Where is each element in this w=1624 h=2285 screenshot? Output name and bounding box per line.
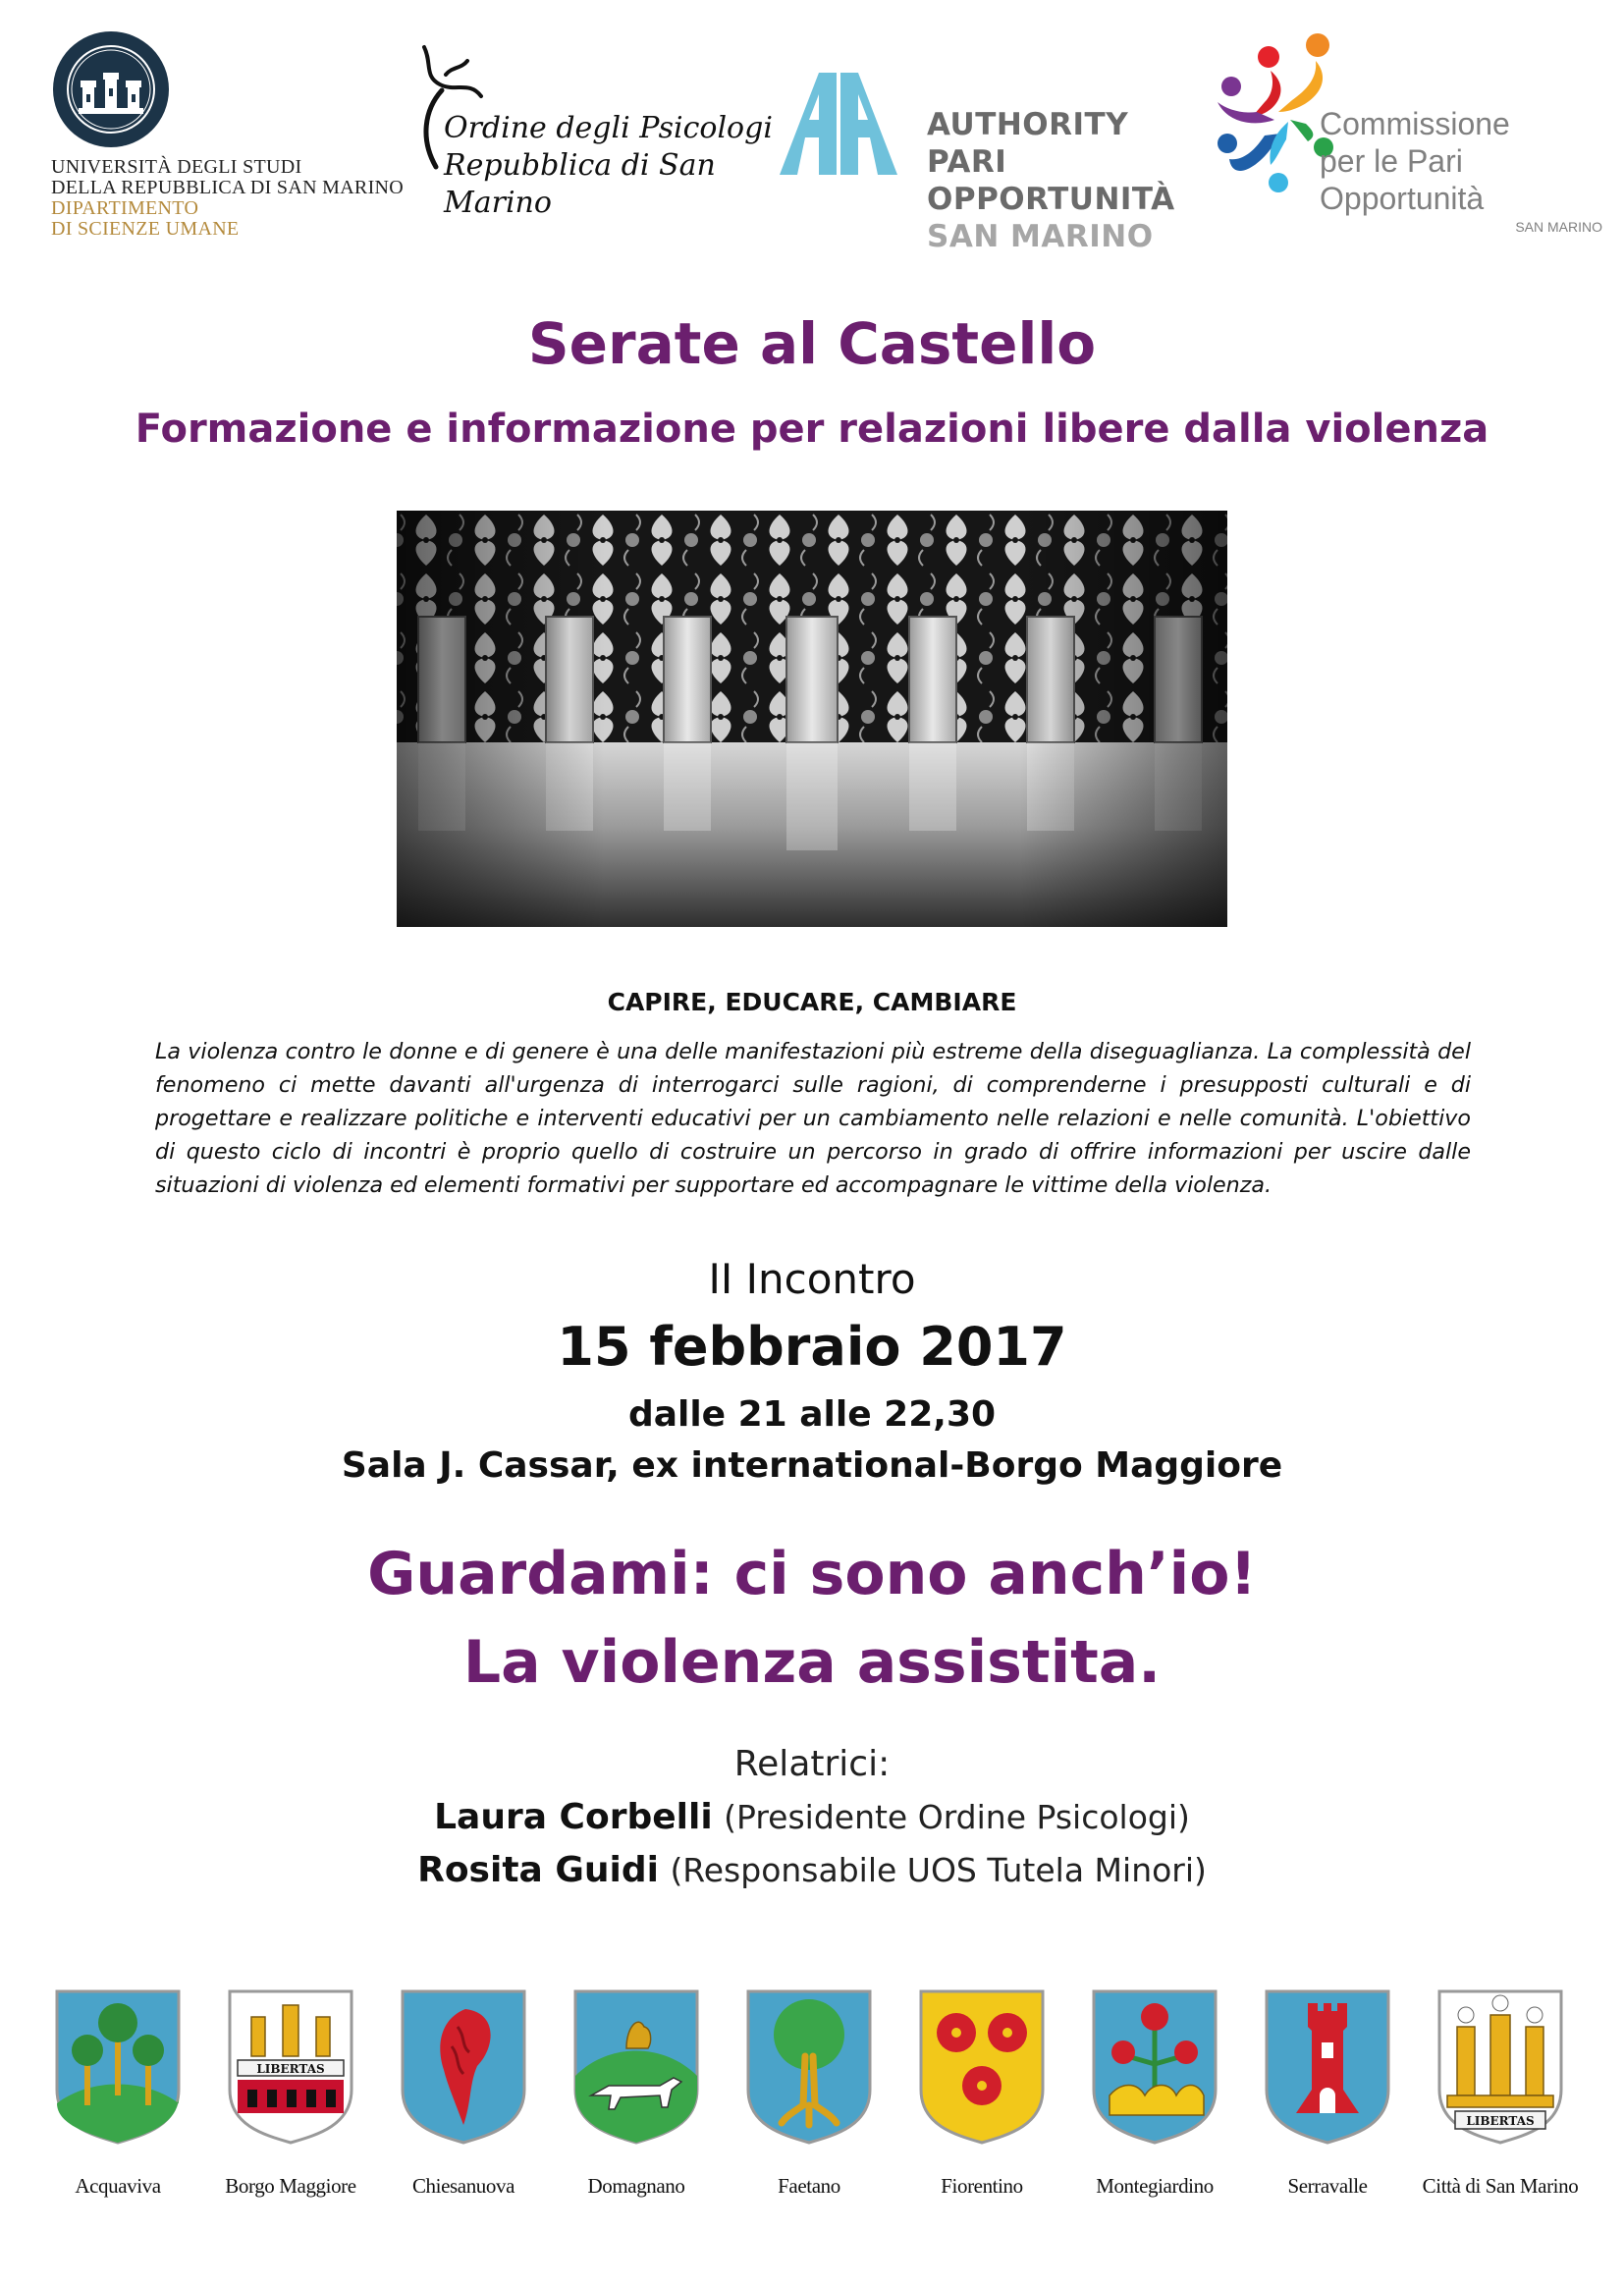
castle-name: Fiorentino (941, 2174, 1023, 2198)
castle-name: Domagnano (587, 2174, 685, 2198)
commissione-line-3: SAN MARINO (1515, 219, 1602, 235)
castles-coats-of-arms (39, 1987, 1591, 2262)
university-name (51, 157, 424, 240)
borgo-motto: LIBERTAS (256, 2062, 325, 2076)
castle-name: Faetano (778, 2174, 840, 2198)
event-venue: Sala J. Cassar, ex international-Borgo Maggiore (341, 1445, 1283, 1486)
university-line-3: DIPARTIMENTO (51, 197, 199, 219)
speaker-row (0, 1850, 1624, 1890)
san-marino-motto: LIBERTAS (1466, 2114, 1535, 2128)
castle-name: Borgo Maggiore (225, 2174, 356, 2198)
event-time: dalle 21 alle 22,30 (627, 1394, 997, 1435)
headline-line-2: La violenza assistita. (462, 1628, 1162, 1697)
castle-item (212, 1987, 369, 2199)
university-seal-icon (51, 29, 171, 149)
authority-line-2: PARI OPPORTUNITÀ (927, 144, 1175, 217)
speaker-name: Laura Corbelli (434, 1797, 713, 1837)
speaker-name: Rosita Guidi (417, 1850, 659, 1890)
serravalle-arms-icon (1261, 1987, 1394, 2145)
headline-line-1: Guardami: ci sono anch’io! (367, 1540, 1257, 1608)
speaker-row (0, 1797, 1624, 1837)
castle-item (1076, 1987, 1233, 2199)
authority-line-1: AUTHORITY (927, 107, 1129, 142)
intro-paragraph: La violenza contro le donne e di genere è una delle manifestazioni più estreme della diseguaglianza. La complessità del fenomeno ci mette davanti all'urgenza di interrogarci sulle ragioni, di comprenderne i presupposti culturali e di progettare e realizzare politiche e interventi educativi per un cambiamento nelle relazioni e nelle comunità. L'obiettivo di questo ciclo di incontri è proprio quello di costruire un percorso in grado di offrire informazioni per uscire dalle situazioni di violenza ed elementi formativi per supportare ed accompagnare le vittime della violenza. (155, 1039, 1471, 1198)
castle-item (558, 1987, 715, 2199)
castle-item (385, 1987, 542, 2199)
citta-di-san-marino-arms-icon (1434, 1987, 1567, 2145)
castle-name: Città di San Marino (1422, 2174, 1579, 2198)
faetano-arms-icon (742, 1987, 876, 2145)
commissione-name (1320, 105, 1614, 235)
castle-name: Serravalle (1287, 2174, 1368, 2198)
borgo-maggiore-arms-icon (224, 1987, 357, 2145)
event-title: Serate al Castello (527, 310, 1097, 377)
authority-logo-icon (776, 69, 901, 179)
castle-item (903, 1987, 1060, 2199)
event-date: 15 febbraio 2017 (557, 1316, 1067, 1378)
fiorentino-arms-icon (915, 1987, 1049, 2145)
commissione-line-1: Commissione (1320, 106, 1510, 141)
authority-name (927, 106, 1221, 255)
castle-name: Acquaviva (75, 2174, 161, 2198)
montegiardino-arms-icon (1088, 1987, 1221, 2145)
speakers-label: Relatrici: (733, 1744, 891, 1784)
commissione-line-2: per le Pari Opportunità (1320, 143, 1485, 216)
university-line-4: DI SCIENZE UMANE (51, 218, 240, 240)
castle-item (39, 1987, 196, 2199)
university-line-1: UNIVERSITÀ DEGLI STUDI (51, 156, 302, 178)
psicologi-name (444, 110, 778, 222)
section-heading: CAPIRE, EDUCARE, CAMBIARE (607, 988, 1017, 1016)
speaker-role: (Responsabile UOS Tutela Minori) (670, 1851, 1207, 1889)
speaker-role: (Presidente Ordine Psicologi) (724, 1798, 1190, 1836)
castle-name: Montegiardino (1096, 2174, 1214, 2198)
chiesanuova-arms-icon (397, 1987, 530, 2145)
doors-photo (397, 511, 1227, 927)
castle-item (1422, 1987, 1579, 2199)
acquaviva-arms-icon (51, 1987, 185, 2145)
university-line-2: DELLA REPUBBLICA DI SAN MARINO (51, 177, 405, 198)
castle-name: Chiesanuova (411, 2174, 515, 2198)
domagnano-arms-icon (569, 1987, 703, 2145)
castle-item (731, 1987, 888, 2199)
meeting-number: II Incontro (708, 1255, 916, 1303)
psicologi-line-2: Repubblica di San Marino (444, 148, 716, 220)
castle-item (1249, 1987, 1406, 2199)
psicologi-line-1: Ordine degli Psicologi (444, 111, 773, 145)
authority-line-3: SAN MARINO (927, 219, 1154, 254)
event-subtitle: Formazione e informazione per relazioni libere dalla violenza (135, 407, 1489, 452)
